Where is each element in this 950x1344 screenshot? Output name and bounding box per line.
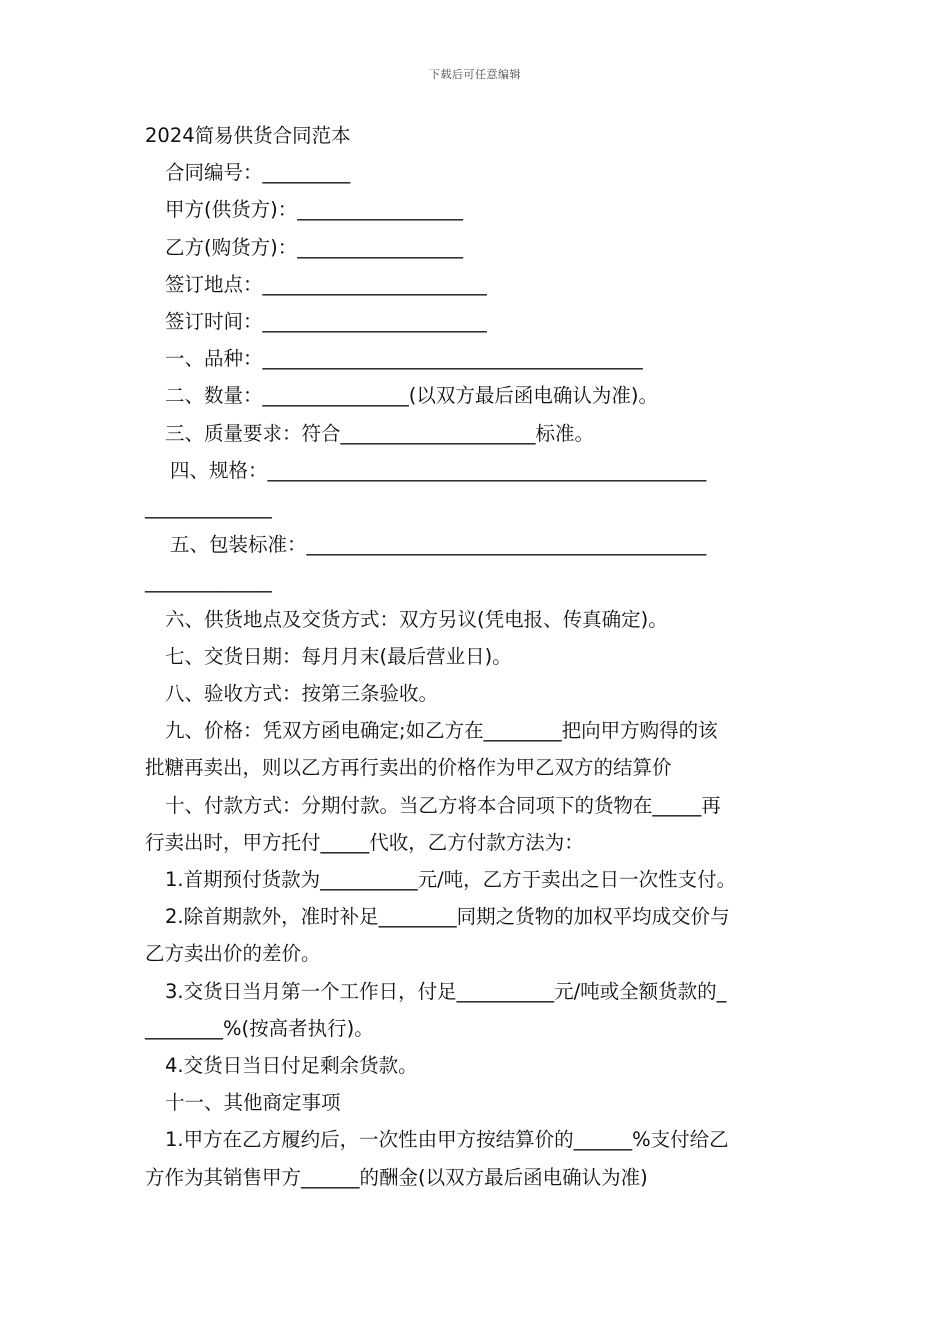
clause-specification: 四、规格：_____________________________________________ xyxy=(170,458,707,482)
clause-quantity: 二、数量：_______________(以双方最后函电确认为准)。 xyxy=(165,384,658,408)
payment-item-1: 1.首期预付货款为__________元/吨，乙方于卖出之日一次性支付。 xyxy=(165,868,737,892)
party-a-line: 甲方(供货方)：_________________ xyxy=(165,198,463,222)
signing-time-line: 签订时间：_______________________ xyxy=(165,310,487,334)
other-item-1: 1.甲方在乙方履约后，一次性由甲方按结算价的______%支付给乙 xyxy=(165,1128,729,1152)
payment-item-4: 4.交货日当日付足剩余货款。 xyxy=(165,1054,418,1078)
clause-payment-cont: 行卖出时，甲方托付_____代收，乙方付款方法为： xyxy=(145,830,584,854)
other-item-1-cont: 方作为其销售甲方______的酬金(以双方最后函电确认为准) xyxy=(145,1165,648,1189)
contract-body xyxy=(145,117,810,1196)
clause-delivery-date: 七、交货日期：每月月末(最后营业日)。 xyxy=(165,644,512,668)
clause-other-matters: 十一、其他商定事项 xyxy=(165,1091,341,1115)
clause-price-cont: 批糖再卖出，则以乙方再行卖出的价格作为甲乙双方的结算价 xyxy=(145,756,672,780)
clause-packaging-cont: _____________ xyxy=(145,570,272,594)
clause-quality: 三、质量要求：符合____________________标准。 xyxy=(165,421,595,445)
clause-specification-cont: _____________ xyxy=(145,496,272,520)
clause-packaging: 五、包装标准：_________________________________________ xyxy=(170,533,707,557)
payment-item-2: 2.除首期款外，准时补足________同期之货物的加权平均成交价与 xyxy=(165,905,730,929)
clause-payment: 十、付款方式：分期付款。当乙方将本合同项下的货物在_____再 xyxy=(165,793,721,817)
signing-place-line: 签订地点：_______________________ xyxy=(165,272,487,296)
payment-item-3: 3.交货日当月第一个工作日，付足__________元/吨或全额货款的_ xyxy=(165,979,727,1003)
clause-variety: 一、品种：_______________________________________ xyxy=(165,347,643,371)
party-b-line: 乙方(购货方)：_________________ xyxy=(165,235,463,259)
clause-delivery-place: 六、供货地点及交货方式：双方另议(凭电报、传真确定)。 xyxy=(165,607,668,631)
document-title: 2024简易供货合同范本 xyxy=(145,124,351,147)
clause-acceptance: 八、验收方式：按第三条验收。 xyxy=(165,682,439,706)
payment-item-3-cont: ________%(按高者执行)。 xyxy=(145,1016,374,1040)
clause-price: 九、价格：凭双方函电确定;如乙方在________把向甲方购得的该 xyxy=(165,719,718,743)
page-header-note: 下载后可任意编辑 xyxy=(429,68,521,81)
contract-number-line: 合同编号：_________ xyxy=(165,161,351,185)
payment-item-2-cont: 乙方卖出价的差价。 xyxy=(145,942,321,966)
